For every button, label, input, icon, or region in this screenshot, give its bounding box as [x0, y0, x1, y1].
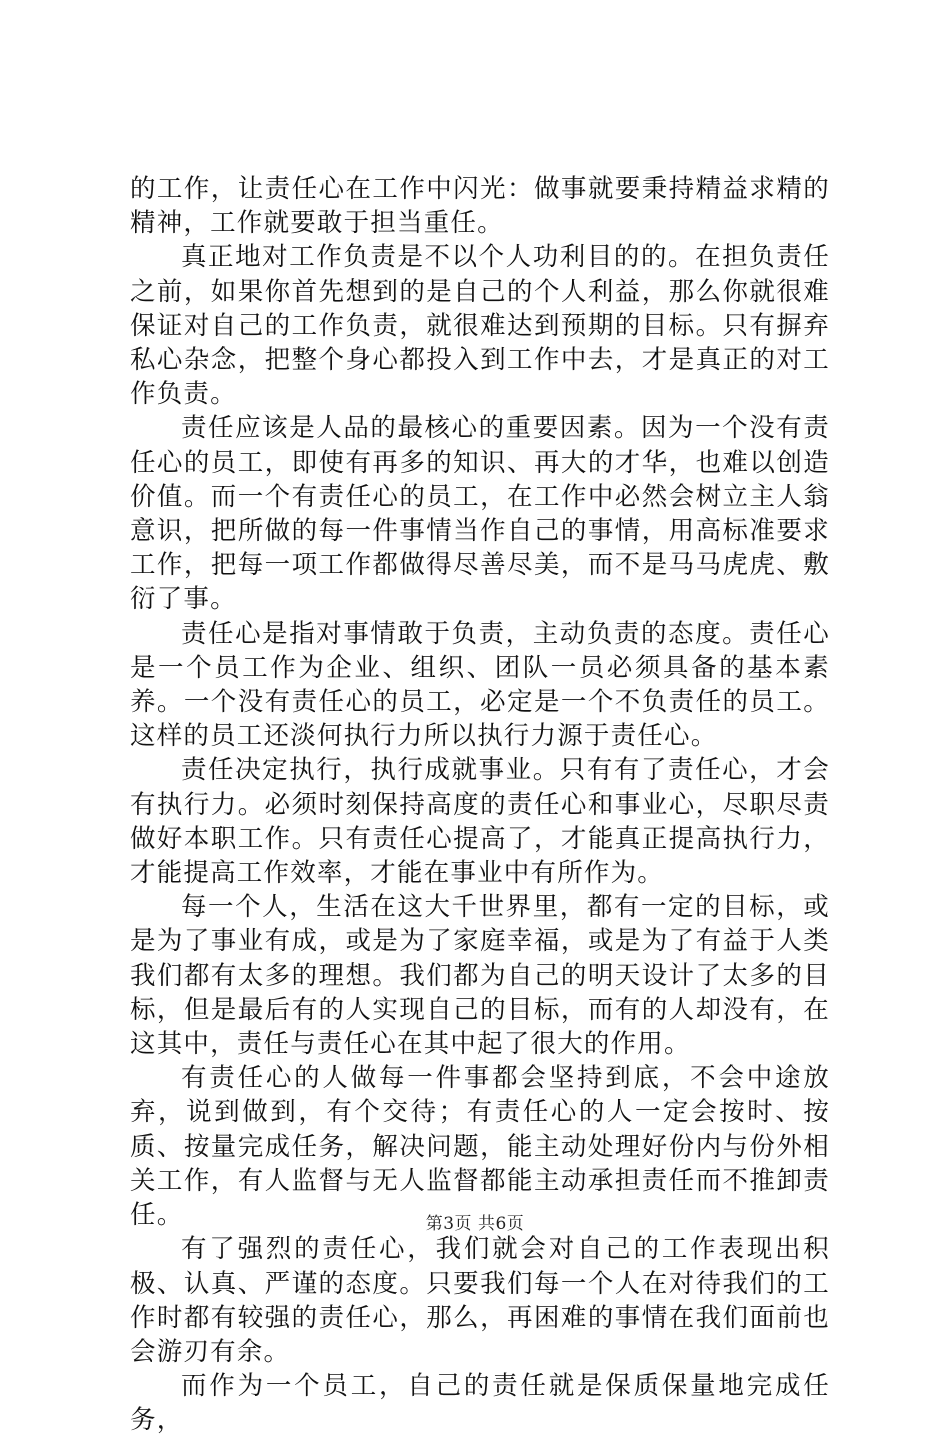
paragraph: 每一个人，生活在这大千世界里，都有一定的目标，或是为了事业有成，或是为了家庭幸福，或是为了有益于人类我们都有太多的理想。我们都为自己的明天设计了太多的目标，但是最后有的人实现自己的目标，而有的人却没有，在这其中，责任与责任心在其中起了很大的作用。 [130, 892, 830, 1060]
document-body [130, 172, 830, 1438]
paragraph: 真正地对工作负责是不以个人功利目的的。在担负责任之前，如果你首先想到的是自己的个人利益，那么你就很难保证对自己的工作负责，就很难达到预期的目标。只有摒弃私心杂念，把整个身心都投入到工作中去，才是真正的对工作负责。 [130, 242, 830, 410]
paragraph: 责任决定执行，执行成就事业。只有有了责任心，才会有执行力。必须时刻保持高度的责任心和事业心，尽职尽责做好本职工作。只有责任心提高了，才能真正提高执行力，才能提高工作效率，才能在事业中有所作为。 [130, 755, 830, 889]
paragraph: 的工作，让责任心在工作中闪光：做事就要秉持精益求精的精神，工作就要敢于担当重任。 [130, 174, 830, 239]
page-number-footer: 第3页 共6页 [425, 1214, 525, 1234]
paragraph: 有了强烈的责任心，我们就会对自己的工作表现出积极、认真、严谨的态度。只要我们每一个人在对待我们的工作时都有较强的责任心，那么，再困难的事情在我们面前也会游刃有余。 [130, 1234, 830, 1367]
paragraph: 有责任心的人做每一件事都会坚持到底，不会中途放弃，说到做到，有个交待；有责任心的人一定会按时、按质、按量完成任务，解决问题，能主动处理好份内与份外相关工作，有人监督与无人监督都能主动承担责任而不推卸责任。 [130, 1063, 830, 1231]
paragraph: 而作为一个员工，自己的责任就是保质保量地完成任务， [130, 1371, 830, 1436]
paragraph: 责任心是指对事情敢于负责，主动负责的态度。责任心是一个员工作为企业、组织、团队一员必须具备的基本素养。一个没有责任心的员工，必定是一个不负责任的员工。这样的员工还淡何执行力所以执行力源于责任心。 [130, 618, 830, 752]
paragraph: 责任应该是人品的最核心的重要因素。因为一个没有责任心的员工，即使有再多的知识、再大的才华，也难以创造价值。而一个有责任心的员工，在工作中必然会树立主人翁意识，把所做的每一件事情当作自己的事情，用高标准要求工作，把每一项工作都做得尽善尽美，而不是马马虎虎、敷衍了事。 [130, 413, 830, 615]
